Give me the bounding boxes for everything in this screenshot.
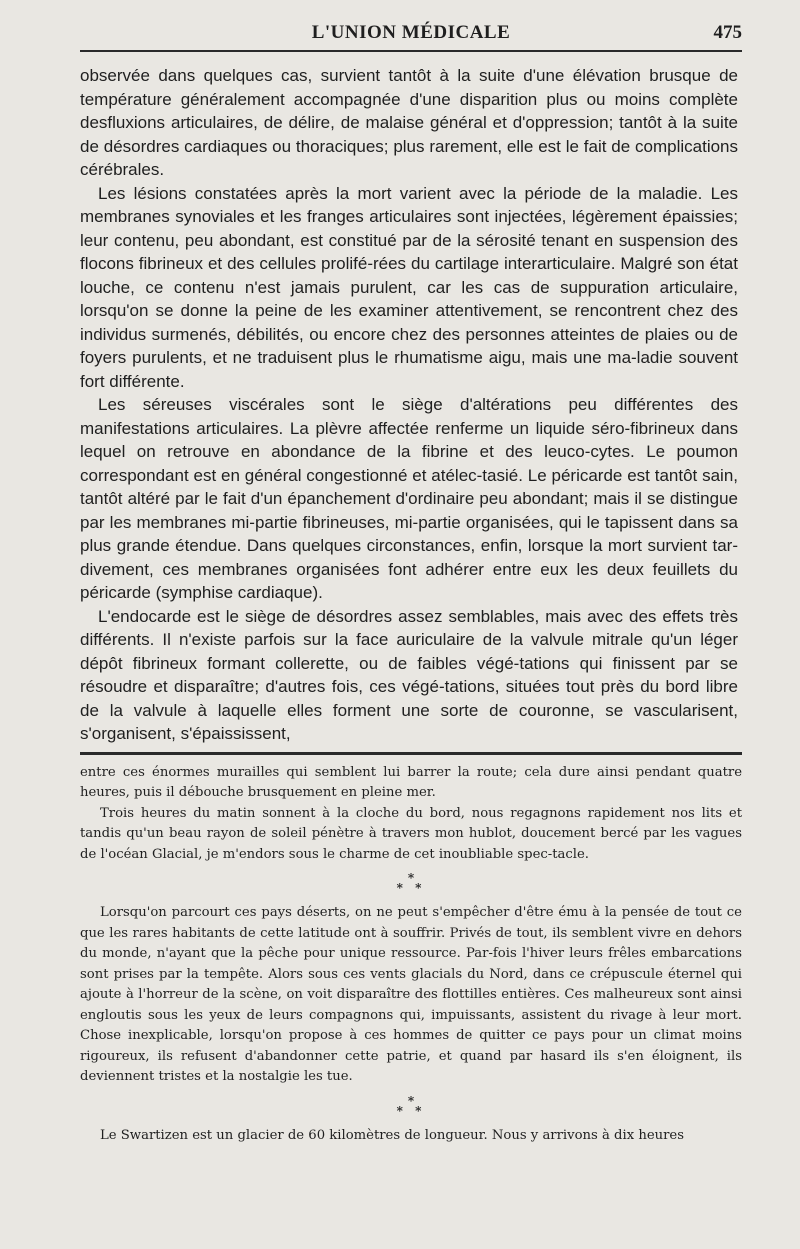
running-title: L'UNION MÉDICALE: [311, 22, 511, 43]
asterism-top: *: [407, 1093, 415, 1108]
asterism-bottom: * *: [396, 881, 426, 895]
paragraph-endocarde: L'endocarde est le siège de désordres assez semblables, mais avec des effets très différents. Il n'existe parfois sur la face auriculaire de la valvule mitrale qu'un léger dépôt fibrineux formant collerette, ou de faibles végé-tations qui finissent par se résoudre et disparaître; d'autres fois, ces végé-tations, situées tout près du bord libre de la valvule à laquelle elles forment une sorte de couronne, se vascularisent, s'organisent, s'épaississent,: [80, 606, 738, 743]
feuilleton-paragraph: Lorsqu'on parcourt ces pays déserts, on ne peut s'empêcher d'être ému à la pensée de tout ce que les rares habitants de cette latitude ont à souffrir. Privés de tout, ils semblent vivre en dehors du monde, n'ayant que la pêche pour unique ressource. Par-fois l'hiver leurs frêles embarcations sont prises par la tempête. Alors sous ces vents glacials du Nord, dans ce crépuscule éternel qui ajoute à l'horreur de la scène, on voit disparaître des flottilles entières. Ces malheureux sont ainsi engloutis sous les yeux de leurs compagnons qui, impuissants, assistent du rivage à leur mort. Chose inexplicable, lorsqu'on propose à ces hommes de quitter ce pays pour un climat moins rigoureux, ils refusent d'abandonner cette patrie, et quand par hasard ils s'en éloignent, ils deviennent tristes et la nostalgie les tue.: [80, 905, 742, 1084]
feuilleton-paragraph: entre ces énormes murailles qui semblent lui barrer la route; cela dure ainsi pendant quatre heures, puis il débouche brusquement en pleine mer.: [80, 764, 742, 800]
feuilleton-divider: [80, 752, 742, 755]
main-article-text: [80, 64, 738, 746]
paragraph-continuation: observée dans quelques cas, survient tantôt à la suite d'une élévation brusque de température généralement accompagnée d'une disparition plus ou moins complète desfluxions articulaires, de délire, de malaise général et d'oppression; tantôt à la suite de désordres cardiaques ou thoraciques; plus rarement, elle est le fait de complications cérébrales.: [80, 66, 738, 179]
asterism-bottom: * *: [396, 1103, 426, 1118]
feuilleton-paragraph: Le Swartizen est un glacier de 60 kilomètres de longueur. Nous y arrivons à dix heures: [100, 1127, 684, 1143]
paragraph-sereuses: Les séreuses viscérales sont le siège d'altérations peu différentes des manifestations articulaires. La plèvre affectée renferme un liquide séro-fibrineux dans lequel on retrouve en abondance de la fibrine et des leuco-cytes. Le poumon correspondant est en général congestionné et atélec-tasié. Le péricarde est tantôt sain, tantôt altéré par le fait d'un épanchement d'ordinaire peu abondant; mais il se distingue par les membranes mi-partie fibrineuses, mi-partie organisées, qui le tapissent dans sa plus grande étendue. Dans quelques circonstances, enfin, lorsque la mort survient tar-divement, ces membranes organisées font adhérer entre eux les deux feuillets du péricarde (symphise cardiaque).: [80, 395, 738, 602]
asterism-top: *: [407, 871, 415, 885]
paragraph-lesions: Les lésions constatées après la mort varient avec la période de la maladie. Les membranes synoviales et les franges articulaires sont injectées, légèrement épaissies; leur contenu, peu abondant, est constitué par de la sérosité tenant en suspension des flocons fibrineux et des cellules prolifé-rées du cartilage interarticulaire. Malgré son état louche, ce contenu n'est jamais purulent, car les cas de suppuration articulaire, lorsqu'on se donne la peine de les examiner attentivement, se rencontrent chez des individus surmenés, débilités, ou encore chez des personnes atteintes de plaies ou de foyers purulents, et ne traduisent plus le rhumatisme aigu, mais une ma-ladie souvent fort différente.: [80, 183, 738, 391]
feuilleton-paragraph: Trois heures du matin sonnent à la cloche du bord, nous regagnons rapidement nos lits et tandis qu'un beau rayon de soleil pénètre à travers mon hublot, doucement bercé par les vagues de l'océan Glacial, je m'endors sous le charme de cet inoubliable spec-tacle.: [80, 805, 742, 862]
page-number: 475: [713, 22, 742, 43]
asterism-separator: [80, 1093, 742, 1118]
asterism-separator: [80, 873, 742, 893]
feuilleton-text: [80, 763, 742, 1147]
page-header: [80, 16, 742, 52]
